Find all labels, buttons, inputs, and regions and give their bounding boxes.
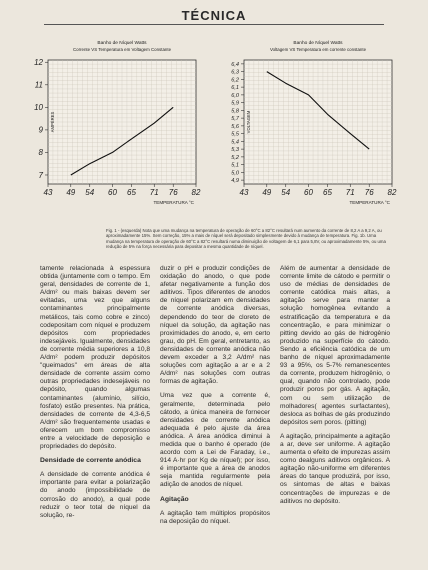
x-tick-label: 49: [262, 188, 272, 197]
paragraph: tamente relacionada à espessura obtida (juntamente com o tempo. Em geral, densidades de corrente de 1, A/dm² ou mais baixas devem ser evitadas, uma vez que alguns contaminantes principalmente metálicos, tais como cobre e zinco) codepositam com níquel e produzem depósitos com propriedades indesejáveis. Igualmente, densidades de corrente média superiores a 10,8 A/dm² podem produzir depósitos "queimados" em áreas de alta densidade de corrente assim como outras propriedades indesejáveis no depósito, quando algumas contaminantes (alumínio, silício, fosfato) estão presentes. Na prática, densidades de corrente de 4,3-6,5 A/dm² são frequentemente usadas e oferecem um bom compromisso entre a velocidade de deposição e propriedades do depósito.: [40, 265, 150, 451]
y-tick-label: 5,4: [231, 139, 239, 146]
x-tick-label: 54: [281, 188, 291, 197]
paragraph: A densidade de corrente anódica é importante para evitar a polarização do anodo (impossibilidade de corrosão do anodo), a qual pode reduzir o teor total de níquel da solução, re-: [40, 471, 150, 519]
paragraph: Uma vez que a corrente é, geralmente, determinada pelo cátodo, a única maneira de fornecer densidades de corrente anódica adequada é pelo ajuste da área anódica. A área anódica diminui à medida que o banho é operado (de acordo com a Lei de Faraday, i.e., 914 A·hr por Kg de níquel); por isso, é importante que a área de anodos seja mantida regularmente pela adição de anodos de níquel.: [160, 392, 270, 489]
paragraph: A agitação, principalmente a agitação a ar, deve ser uniforme. A agitação aumenta o efeito de impurezas assim como dealguns aditivos orgânicos. A agitação não-uniforme em diferentes áreas do tanque produzirá, por isso, os sintomas de altas e baixas concentrações de impurezas e de aditivos no depósito.: [280, 432, 390, 505]
y-tick-label: 4,9: [231, 178, 239, 185]
y-tick-label: 6,1: [231, 85, 239, 92]
x-axis-label: TEMPERATURA °C: [153, 200, 194, 205]
chart-subtitle: Voltagem VS Temperatura em corrente constante: [269, 47, 367, 52]
x-tick-label: 65: [127, 188, 136, 197]
y-tick-label: 5,8: [231, 108, 239, 115]
y-tick-label: 5,3: [231, 147, 239, 154]
y-tick-label: 5,0: [231, 170, 239, 177]
y-tick-label: 10: [34, 103, 43, 113]
section-heading-anodic-current: Densidade de corrente anódica: [40, 457, 141, 465]
chart-right-svg: [222, 36, 397, 226]
section-heading-agitation: Agitação: [160, 495, 189, 503]
x-tick-label: 43: [43, 188, 53, 197]
y-tick-label: 6,3: [231, 69, 239, 76]
y-tick-label: 6,2: [231, 77, 239, 84]
y-tick-label: 9: [38, 125, 43, 135]
x-tick-label: 49: [66, 188, 76, 197]
header-divider: [44, 24, 384, 25]
y-tick-label: 5,5: [231, 131, 239, 138]
chart-left-svg: [26, 36, 201, 226]
y-tick-label: 8: [38, 148, 43, 158]
y-tick-label: 5,2: [231, 154, 239, 161]
y-tick-label: 5,9: [231, 100, 239, 107]
x-tick-label: 76: [168, 188, 178, 197]
chart-voltage-vs-temperature: [222, 36, 397, 226]
y-tick-label: 5,1: [231, 162, 239, 169]
y-tick-label: 5,7: [231, 116, 239, 123]
y-tick-label: 11: [34, 80, 43, 90]
y-axis-label: AMPÈRES: [50, 111, 55, 133]
x-tick-label: 54: [85, 188, 95, 197]
x-tick-label: 82: [191, 188, 201, 197]
x-tick-label: 71: [345, 188, 355, 197]
x-axis-label: TEMPERATURA °C: [349, 200, 390, 205]
paragraph: Além de aumentar a densidade de corrente limite de cátodo e permitir o uso de médias de densidades de corrente catódica mais altas, a agitação serve para manter a solução homogênea evitando a estratificação da temperatura e da concentração, e para minimizar o pitting devido ao gás de hidrogênio produzido na superfície do cátodo. Sendo a eficiência catódica de um banho de níquel aproximadamente 93 a 95%, os 5-7% remanescentes da corrente, produzem hidrogênio, o qual, quando não controlado, pode produzir poros por gás. A agitação, com ou sem utilização de molhadores( agentes surfactantes), desloca as bolhas de gás produzindo depósitos sem poros. (pitting): [280, 265, 390, 426]
x-tick-label: 60: [304, 188, 313, 197]
x-tick-label: 65: [323, 188, 332, 197]
x-tick-label: 71: [149, 188, 159, 197]
chart-current-vs-temperature: [26, 36, 201, 226]
chart-subtitle: Corrente VS Temperatura em Voltagem Constante: [72, 47, 172, 52]
y-tick-label: 6,0: [231, 92, 239, 99]
article-body: [40, 265, 390, 532]
chart-title: Banho de Níquel Watts: [97, 41, 147, 46]
chart-title: Banho de Níquel Watts: [293, 41, 343, 46]
y-tick-label: 7: [38, 170, 43, 180]
y-tick-label: 12: [34, 58, 43, 68]
column-3: [280, 265, 390, 532]
column-1: [40, 265, 150, 532]
column-2: [160, 265, 270, 532]
x-tick-label: 82: [387, 188, 397, 197]
y-tick-label: 6,4: [231, 61, 239, 68]
x-tick-label: 43: [239, 188, 249, 197]
x-tick-label: 76: [364, 188, 374, 197]
x-tick-label: 60: [108, 188, 117, 197]
paragraph: duzir o pH e produzir condições de oxidação do anodo, o que pode afetar negativamente a função dos aditivos. Tipos diferentes de anodos de níquel polarizam em densidades de corrente anódica diversas, dependendo do teor de cloreto de níquel da solução, da agitação nas proximidades do anodo, e, em certo grau, do pH. Em geral, entretanto, as densidades de corrente anódica não devem exceder a 3,2 A/dm² nas soluções com agitação a ar e a 2 A/dm² nas soluções com outras formas de agitação.: [160, 265, 270, 386]
paragraph: A agitação tem múltiplos propósitos na deposição do níquel.: [160, 509, 270, 525]
figure-caption: Fig. 1 - (esquerda) Nota que uma mudança na temperatura de operação de 60°C a 82°C resultará num aumento da corrente de 8,2 A a 9,2 A, ou aproximadamente 15%. Sem correção, 15% a mais de níquel será depositado simplesmente devido à mudança de temperatura. Fig. 1b. Uma mudança na temperatura de operação de 60°C a 82°C resultará numa diminuição de voltagem de 6,1 para 5,8V, ou aproximadamente 5%, ou uma redução de 5% na força necessária para depositar a mesma quantidade de níquel.: [106, 228, 386, 249]
y-tick-label: 5,6: [231, 123, 239, 130]
y-axis-label: VOLTAGEM: [246, 110, 251, 134]
section-title: TÉCNICA: [181, 8, 247, 23]
